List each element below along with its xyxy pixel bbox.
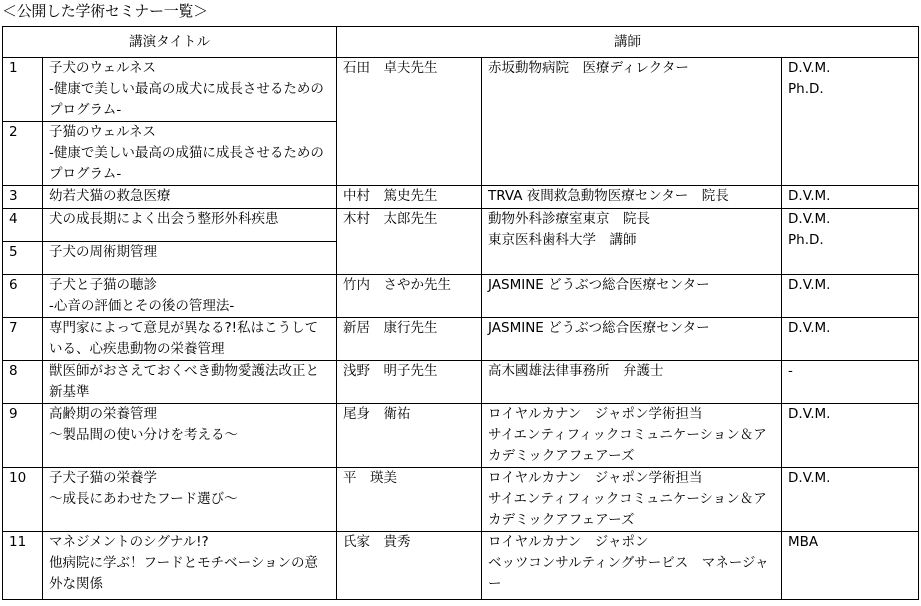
row-number: 5 [3,242,43,275]
seminar-table [2,26,919,600]
table-row [3,186,919,209]
row-number: 7 [3,318,43,361]
header-row [3,27,919,58]
lecture-title: 子猫のウェルネス -健康で美しい最高の成猫に成長させるためのプログラム- [43,122,337,186]
lecturer-credentials: D.V.M. Ph.D. [782,209,919,275]
lecture-title: 子犬の周術期管理 [43,242,337,275]
row-number: 3 [3,186,43,209]
lecture-title: 犬の成長期によく出会う整形外科疾患 [43,209,337,242]
lecturer-affiliation: ロイヤルカナン ジャポン学術担当 サイエンティフィックコミュニケーション＆アカデミックアフェアーズ [482,404,782,468]
table-row [3,275,919,318]
row-number: 2 [3,122,43,186]
lecturer-affiliation: 高木國雄法律事務所 弁護士 [482,361,782,404]
lecturer-credentials: D.V.M. Ph.D. [782,58,919,186]
lecturer-name: 浅野 明子先生 [337,361,482,404]
lecturer-affiliation: 動物外科診療室東京 院長 東京医科歯科大学 講師 [482,209,782,275]
lecture-title: 子犬と子猫の聴診 -心音の評価とその後の管理法- [43,275,337,318]
lecturer-credentials: D.V.M. [782,318,919,361]
lecturer-affiliation: TRVA 夜間救急動物医療センター 院長 [482,186,782,209]
lecturer-affiliation: ロイヤルカナン ジャポン学術担当 サイエンティフィックコミュニケーション＆アカデミックアフェアーズ [482,468,782,532]
lecturer-affiliation: JASMINE どうぶつ総合医療センター [482,275,782,318]
row-number: 10 [3,468,43,532]
lecturer-name: 新居 康行先生 [337,318,482,361]
table-row [3,58,919,122]
lecturer-affiliation: JASMINE どうぶつ総合医療センター [482,318,782,361]
lecturer-affiliation: ロイヤルカナン ジャポン ベッツコンサルティングサービス マネージャー [482,532,782,600]
lecture-title: 高齢期の栄養管理 ～製品間の使い分けを考える～ [43,404,337,468]
lecturer-credentials: MBA [782,532,919,600]
table-row [3,468,919,532]
header-lecture-title: 講演タイトル [3,27,337,58]
row-number: 9 [3,404,43,468]
table-row [3,361,919,404]
page-title: ＜公開した学術セミナー一覧＞ [2,2,208,20]
lecturer-credentials: D.V.M. [782,275,919,318]
table-row [3,404,919,468]
row-number: 6 [3,275,43,318]
lecturer-name: 竹内 さやか先生 [337,275,482,318]
table-row [3,532,919,600]
lecturer-credentials: D.V.M. [782,468,919,532]
lecturer-name: 平 瑛美 [337,468,482,532]
header-lecturer: 講師 [337,27,919,58]
table-row [3,209,919,242]
row-number: 4 [3,209,43,242]
lecturer-name: 木村 太郎先生 [337,209,482,275]
lecturer-credentials: - [782,361,919,404]
row-number: 8 [3,361,43,404]
lecturer-name: 中村 篤史先生 [337,186,482,209]
lecture-title: 幼若犬猫の救急医療 [43,186,337,209]
lecture-title: 子犬子猫の栄養学 ～成長にあわせたフード選び～ [43,468,337,532]
lecturer-name: 氏家 貴秀 [337,532,482,600]
lecturer-credentials: D.V.M. [782,404,919,468]
lecturer-affiliation: 赤坂動物病院 医療ディレクター [482,58,782,186]
lecture-title: マネジメントのシグナル!? 他病院に学ぶ！フードとモチベーションの意外な関係 [43,532,337,600]
lecturer-name: 石田 卓夫先生 [337,58,482,186]
row-number: 1 [3,58,43,122]
table-row [3,318,919,361]
lecture-title: 専門家によって意見が異なる?!私はこうしている、心疾患動物の栄養管理 [43,318,337,361]
lecturer-credentials: D.V.M. [782,186,919,209]
row-number: 11 [3,532,43,600]
lecturer-name: 尾身 衛祐 [337,404,482,468]
lecture-title: 獣医師がおさえておくべき動物愛護法改正と新基準 [43,361,337,404]
lecture-title: 子犬のウェルネス -健康で美しい最高の成犬に成長させるためのプログラム- [43,58,337,122]
